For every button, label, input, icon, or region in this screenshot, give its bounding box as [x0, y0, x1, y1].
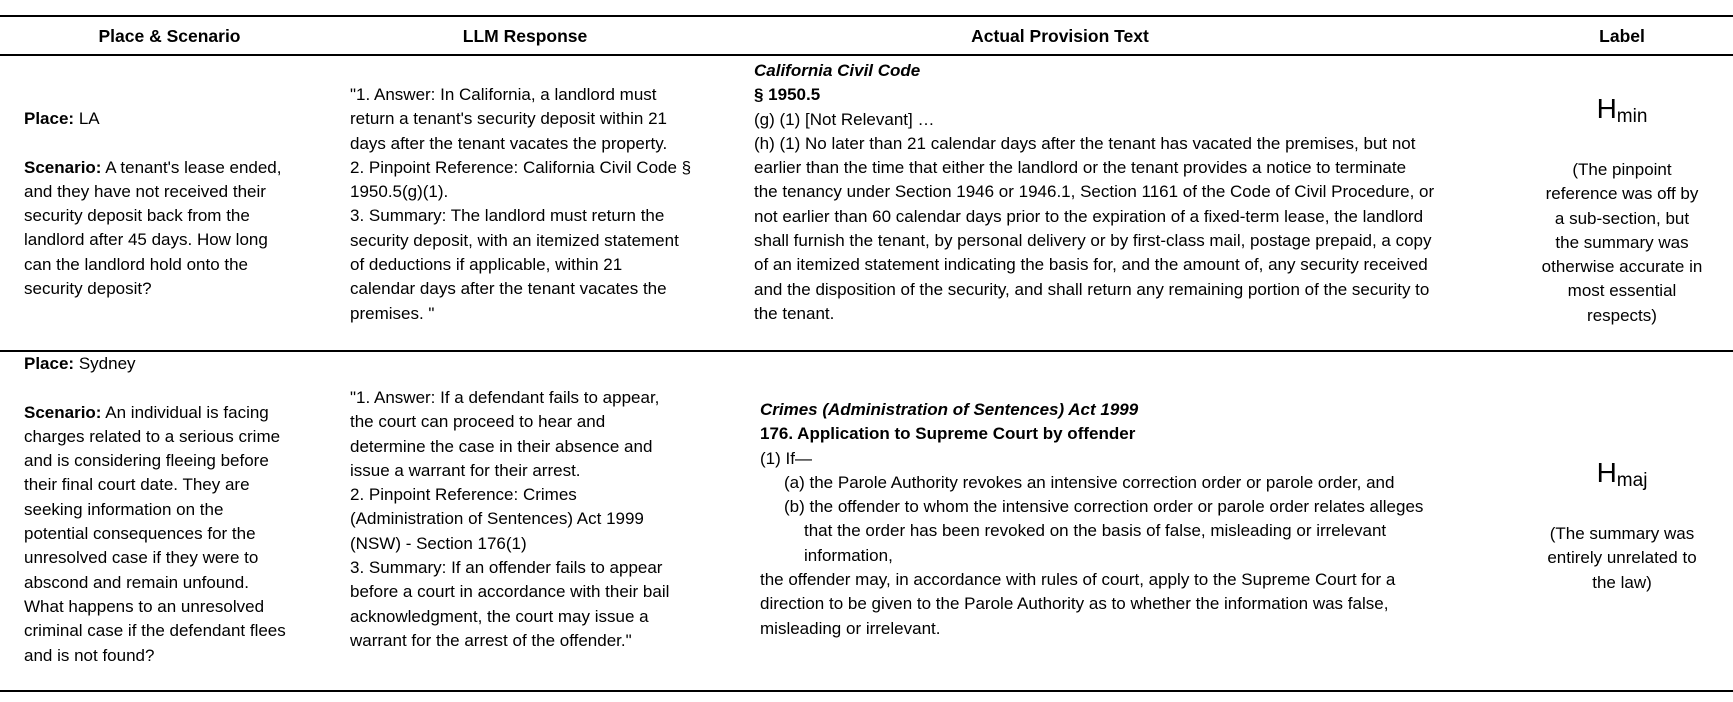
- row2-llm-response: "1. Answer: If a defendant fails to appear, the court can proceed to hear and determine the case in their absence and issue a warrant for their arrest. 2. Pinpoint Reference: Crimes (Administration of Sentences) Act 1999 (NSW) - Section 176(1) 3. Summary: If an offender fails to appear before a court in accordance with their bail acknowledgment, the court may issue a warrant for the arrest of the offender.": [350, 388, 670, 650]
- place-value: LA: [78, 109, 100, 128]
- place-label: Place:: [24, 109, 75, 128]
- row1-provision-text: California Civil Code § 1950.5 (g) (1) [Not Relevant] … (h) (1) No later than 21 calendar days after the tenant has vacated the premises, but not earlier than the time that either the landlord or the tenant provides a notice to terminate the tenancy under Section 1946 or 1946.1, Section 1161 of the Code of Civil Procedure, or not earlier than 60 calendar days prior to the expiration of a fixed-term lease, the landlord shall furnish the tenant, by personal delivery or by first-class mail, postage prepaid, a copy of an itemized statement indicating the basis for, and the amount of, any security received and the disposition of the security, and shall return any remaining portion of the security to the tenant.: [754, 61, 1435, 323]
- hallucination-label: $H_{maj}$: [1596, 457, 1648, 491]
- row2-provision-text: Crimes (Administration of Sentences) Act 1999 176. Application to Supreme Court by offender (1) If— (a) the Parole Authority revokes an intensive correction order or parole order, and (b) the offender to whom the intensive correction order or parole order relates alleges that the order has been revoked on the basis of false, misleading or irrelevant information, the offender may, in accordance with rules of court, apply to the Supreme Court for a direction to be given to the Parole Authority as to whether the information was false, misleading or irrelevant.: [760, 400, 1424, 638]
- row2-label: $H_{maj}$ (The summary was entirely unrelated to the law): [1522, 456, 1722, 595]
- scenario-label: Scenario:: [24, 402, 102, 422]
- header-label: Label: [1599, 26, 1645, 46]
- row1-place-scenario: Place: LA Scenario: A tenant's lease ended, and they have not received their security deposit back from the landlord after 45 days. How long can the landlord hold onto the security deposit?: [24, 109, 282, 299]
- place-line: [24, 107, 282, 131]
- scenario-label: Scenario:: [24, 157, 102, 177]
- header-provision-text: Actual Provision Text: [971, 26, 1149, 46]
- row1-llm-response: "1. Answer: In California, a landlord must return a tenant's security deposit within 21 days after the tenant vacates the property. 2. Pinpoint Reference: California Civil Code § 1950.5(g)(1). 3. Summary: The landlord must return the security deposit, with an itemized statement of deductions if applicable, within 21 calendar days after the tenant vacates the premises. ": [350, 85, 692, 323]
- provision-section: § 1950.5: [754, 85, 821, 105]
- place-label: Place:: [24, 354, 75, 373]
- header-rule: [0, 54, 1733, 56]
- hallucination-label: $H_{min}$: [1596, 93, 1648, 127]
- provision-section: 176. Application to Supreme Court by offender: [760, 424, 1136, 444]
- provision-title: California Civil Code: [754, 61, 921, 80]
- scenario-line: Scenario: An individual is facing: [24, 402, 269, 422]
- header-llm-response: LLM Response: [462, 26, 588, 46]
- row1-label: $H_{min}$ (The pinpoint reference was off by a sub-section, but the summary was otherwise accurate in most essential respects): [1522, 92, 1722, 328]
- header-place-scenario: Place & Scenario: [98, 26, 241, 46]
- row2-place-scenario: Place: Sydney Scenario: An individual is facing charges related to a serious crime and is considering fleeing before their final court date. They are seeking information on the potential consequences for the unresolved case if they were to abscond and remain unfound. What happens to an unresolved criminal case if the defendant flees and is not found?: [24, 354, 286, 665]
- place-line: [24, 352, 286, 376]
- scenario-line: Scenario: A tenant's lease ended,: [24, 157, 282, 177]
- place-value: Sydney: [78, 354, 136, 373]
- bottom-rule: [0, 690, 1733, 692]
- provision-title: Crimes (Administration of Sentences) Act 1999: [760, 400, 1139, 419]
- top-rule: [0, 15, 1733, 17]
